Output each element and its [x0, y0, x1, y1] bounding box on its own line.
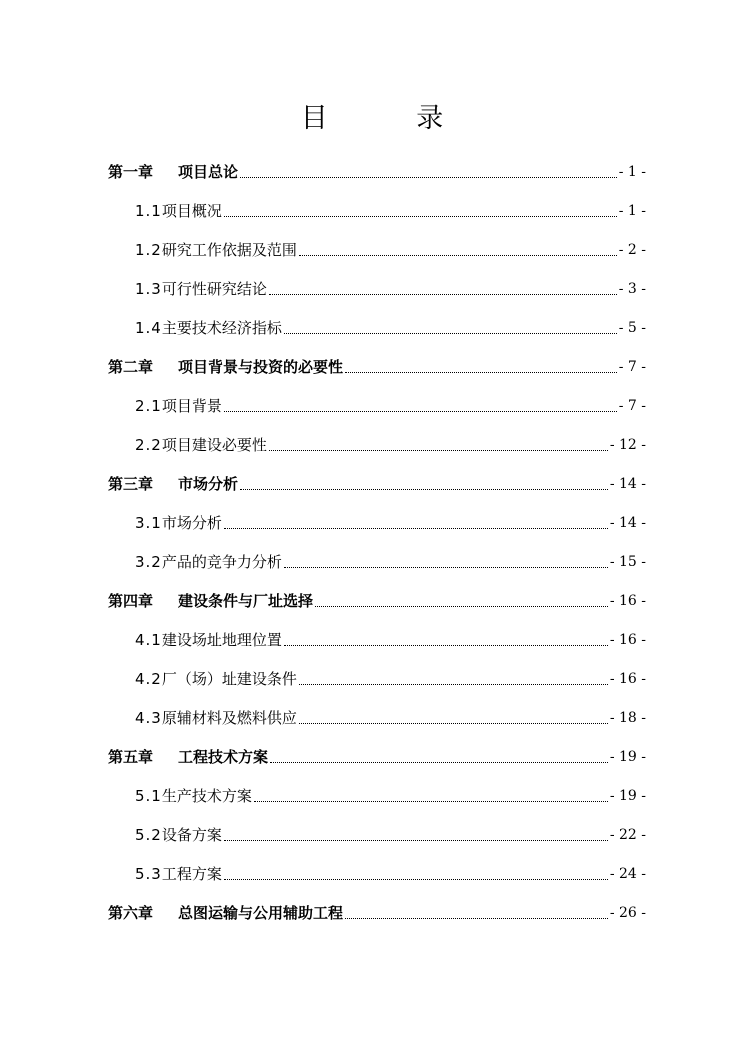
- toc-entry-label: [135, 786, 253, 806]
- toc-dot-leader: [224, 410, 617, 412]
- toc-page-number: - 7 -: [618, 397, 646, 414]
- toc-section-entry[interactable]: [108, 776, 646, 815]
- toc-entry-label: [135, 552, 283, 572]
- toc-dot-leader: [240, 488, 608, 490]
- toc-dot-leader: [315, 605, 608, 607]
- page-title: 目 录: [300, 103, 484, 134]
- toc-entry-title: 总图运输与公用辅助工程: [178, 903, 344, 922]
- toc-entry-number: 第五章: [108, 747, 154, 766]
- toc-page-number: - 18 -: [609, 709, 646, 726]
- toc-chapter-entry[interactable]: [108, 152, 646, 191]
- toc-page-number: - 1 -: [618, 202, 646, 219]
- toc-dot-leader: [299, 254, 617, 256]
- toc-dot-leader: [299, 683, 608, 685]
- toc-entry-title: 可行性研究结论: [161, 279, 267, 298]
- toc-page-number: - 14 -: [609, 475, 646, 492]
- toc-entry-title: 厂（场）址建设条件: [161, 669, 297, 688]
- toc-entry-number: 第三章: [108, 474, 154, 493]
- toc-section-entry[interactable]: [108, 230, 646, 269]
- toc-dot-leader: [284, 644, 608, 646]
- toc-section-entry[interactable]: [108, 503, 646, 542]
- toc-entry-number: 第四章: [108, 591, 154, 610]
- toc-entry-title: 工程方案: [161, 864, 222, 883]
- toc-entry-title: 市场分析: [178, 474, 239, 493]
- toc-entry-number: 4.1: [135, 630, 162, 649]
- toc-section-entry[interactable]: [108, 425, 646, 464]
- toc-entry-label: [108, 474, 239, 494]
- toc-dot-leader: [284, 566, 608, 568]
- toc-page-number: - 1 -: [618, 163, 646, 180]
- toc-entry-label: [135, 669, 298, 689]
- toc-chapter-entry[interactable]: [108, 737, 646, 776]
- toc-page-number: - 7 -: [618, 358, 646, 375]
- toc-dot-leader: [269, 449, 608, 451]
- toc-page-number: - 19 -: [609, 748, 646, 765]
- toc-chapter-entry[interactable]: [108, 581, 646, 620]
- toc-entry-title: 市场分析: [161, 513, 222, 532]
- toc-entry-label: [135, 435, 268, 455]
- toc-entry-title: 研究工作依据及范围: [161, 240, 297, 259]
- toc-entry-title: 项目概况: [161, 201, 222, 220]
- toc-entry-label: [135, 240, 298, 260]
- toc-entry-label: [108, 162, 239, 182]
- toc-entry-number: 1.3: [135, 279, 162, 298]
- toc-entry-label: [108, 591, 314, 611]
- toc-dot-leader: [254, 800, 608, 802]
- toc-entry-label: [108, 903, 344, 923]
- toc-page-number: - 12 -: [609, 436, 646, 453]
- toc-section-entry[interactable]: [108, 269, 646, 308]
- toc-page-number: - 24 -: [609, 865, 646, 882]
- toc-section-entry[interactable]: [108, 659, 646, 698]
- toc-entry-number: 1.2: [135, 240, 162, 259]
- toc-page-number: - 5 -: [618, 319, 646, 336]
- toc-entry-number: 5.2: [135, 825, 162, 844]
- toc-entry-title: 建设场址地理位置: [161, 630, 282, 649]
- toc-entry-title: 项目背景与投资的必要性: [178, 357, 344, 376]
- toc-entry-number: 1.1: [135, 201, 162, 220]
- toc-dot-leader: [345, 917, 608, 919]
- toc-entry-number: 2.2: [135, 435, 162, 454]
- toc-entry-number: 第二章: [108, 357, 154, 376]
- toc-entry-label: [135, 825, 223, 845]
- toc-entry-label: [135, 318, 283, 338]
- toc-entry-label: [135, 201, 223, 221]
- toc-dot-leader: [269, 293, 617, 295]
- toc-entry-label: [135, 396, 223, 416]
- toc-entry-title: 主要技术经济指标: [161, 318, 282, 337]
- toc-entry-label: [135, 513, 223, 533]
- toc-page-number: - 22 -: [609, 826, 646, 843]
- toc-entry-number: 3.1: [135, 513, 162, 532]
- table-of-contents: [108, 152, 646, 932]
- toc-section-entry[interactable]: [108, 386, 646, 425]
- toc-dot-leader: [299, 722, 608, 724]
- toc-section-entry[interactable]: [108, 191, 646, 230]
- toc-section-entry[interactable]: [108, 542, 646, 581]
- toc-page-number: - 16 -: [609, 670, 646, 687]
- toc-chapter-entry[interactable]: [108, 347, 646, 386]
- toc-entry-label: [135, 864, 223, 884]
- toc-entry-number: 1.4: [135, 318, 162, 337]
- toc-page-number: - 19 -: [609, 787, 646, 804]
- toc-section-entry[interactable]: [108, 620, 646, 659]
- toc-entry-title: 原辅材料及燃料供应: [161, 708, 297, 727]
- toc-dot-leader: [224, 215, 617, 217]
- toc-entry-number: 4.2: [135, 669, 162, 688]
- toc-page-number: - 16 -: [609, 592, 646, 609]
- toc-entry-number: 第一章: [108, 162, 154, 181]
- toc-section-entry[interactable]: [108, 815, 646, 854]
- toc-page-number: - 14 -: [609, 514, 646, 531]
- toc-dot-leader: [284, 332, 617, 334]
- toc-page-number: - 26 -: [609, 904, 646, 921]
- toc-entry-number: 5.3: [135, 864, 162, 883]
- toc-entry-label: [108, 747, 269, 767]
- toc-entry-label: [135, 279, 268, 299]
- toc-entry-title: 项目背景: [161, 396, 222, 415]
- toc-dot-leader: [240, 176, 617, 178]
- toc-entry-title: 建设条件与厂址选择: [178, 591, 314, 610]
- toc-entry-number: 4.3: [135, 708, 162, 727]
- toc-page-number: - 15 -: [609, 553, 646, 570]
- toc-section-entry[interactable]: [108, 308, 646, 347]
- toc-entry-title: 项目建设必要性: [161, 435, 267, 454]
- toc-entry-title: 项目总论: [178, 162, 239, 181]
- toc-entry-number: 5.1: [135, 786, 162, 805]
- toc-dot-leader: [224, 839, 608, 841]
- toc-dot-leader: [224, 527, 608, 529]
- toc-entry-title: 产品的竞争力分析: [161, 552, 282, 571]
- toc-page-number: - 3 -: [618, 280, 646, 297]
- toc-entry-label: [108, 357, 344, 377]
- toc-chapter-entry[interactable]: [108, 464, 646, 503]
- toc-entry-label: [135, 630, 283, 650]
- toc-dot-leader: [345, 371, 617, 373]
- toc-entry-title: 工程技术方案: [178, 747, 269, 766]
- toc-entry-title: 生产技术方案: [161, 786, 252, 805]
- toc-chapter-entry[interactable]: [108, 893, 646, 932]
- toc-entry-label: [135, 708, 298, 728]
- toc-entry-number: 2.1: [135, 396, 162, 415]
- toc-entry-number: 3.2: [135, 552, 162, 571]
- toc-entry-number: 第六章: [108, 903, 154, 922]
- toc-section-entry[interactable]: [108, 698, 646, 737]
- toc-dot-leader: [270, 761, 608, 763]
- toc-page-number: - 16 -: [609, 631, 646, 648]
- toc-page-number: - 2 -: [618, 241, 646, 258]
- toc-dot-leader: [224, 878, 608, 880]
- toc-section-entry[interactable]: [108, 854, 646, 893]
- toc-entry-title: 设备方案: [161, 825, 222, 844]
